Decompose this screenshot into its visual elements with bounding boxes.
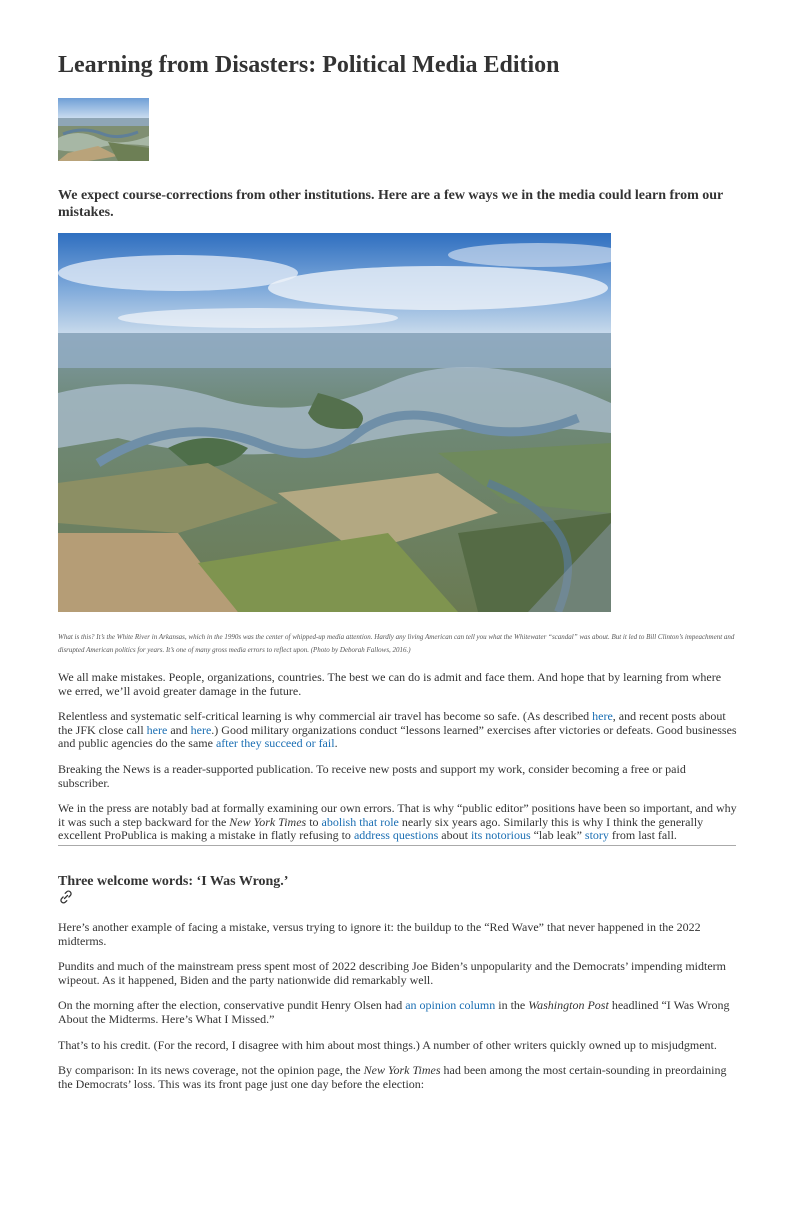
article-body [58, 671, 738, 855]
section-heading: Three welcome words: ‘I Was Wrong.’ [58, 874, 289, 889]
divider [58, 845, 736, 846]
link-icon[interactable] [58, 889, 74, 905]
paragraph: We in the press are notably bad at formally examining our own errors. That is why “public editor” positions have been so important, and why it was such a step backward for the New York Times to abolish that role nearly six years ago. Similarly this is why I think the generally excellent ProPublica is making a mistake in flatly refusing to address questions about its notorious “lab leak” story from last fall. [58, 801, 737, 843]
paragraph: On the morning after the election, conservative pundit Henry Olsen had an opinion column in the Washington Post headlined “I Was Wrong About the Midterms. Here’s What I Missed.” [58, 998, 730, 1026]
paragraph: By comparison: In its news coverage, not the opinion page, the New York Times had been among the most certain-sounding in preordaining the Democrats’ loss. This was its front page just one day before the election: [58, 1063, 727, 1091]
article-title: Learning from Disasters: Political Media Edition [58, 52, 560, 78]
thumbnail-image[interactable] [58, 98, 149, 161]
paragraph: Pundits and much of the mainstream press spent most of 2022 describing Joe Biden’s unpopularity and the Democrats’ impending midterm wipeout. As it happened, Biden and the party nationwide did remarkably well. [58, 959, 726, 987]
paragraph: Relentless and systematic self-critical learning is why commercial air travel has become so safe. (As described here, and recent posts about the JFK close call here and here.) Good military organizations conduct “lessons learned” exercises after victories or defeats. Good businesses and public agencies do the same after they succeed or fail. [58, 709, 737, 751]
inline-link[interactable]: here [592, 709, 613, 724]
paragraph: Here’s another example of facing a mistake, versus trying to ignore it: the buildup to the “Red Wave” that never happened in the 2022 midterms. [58, 920, 701, 948]
inline-link[interactable]: after they succeed or fail [215, 736, 335, 751]
inline-link[interactable]: its notorious [470, 828, 531, 843]
inline-link[interactable]: abolish that role [321, 814, 399, 829]
photo-caption: What is this? It’s the White River in Arkansas, which in the 1990s was the center of whipped-up media attention. Hardly any living American can tell you what the Whitewater “scandal” was about. But it led to Bill Clinton’s impeachment and disrupted American politics for years. It’s one of many gross media errors to reflect upon. (Photo by Deborah Fallows, 2016.) [58, 633, 735, 654]
article-subtitle: We expect course-corrections from other institutions. Here are a few ways we in the media could learn from our mistakes. [58, 188, 724, 220]
inline-link[interactable]: here [190, 722, 212, 737]
paragraph: That’s to his credit. (For the record, I disagree with him about most things.) A number of other writers quickly owned up to misjudgment. [58, 1037, 717, 1052]
hero-photo[interactable] [58, 233, 611, 612]
inline-link[interactable]: story [584, 828, 609, 843]
paragraph: We all make mistakes. People, organizations, countries. The best we can do is admit and face them. And hope that by learning from where we erred, we’ll avoid greater damage in the future. [58, 670, 722, 698]
inline-link[interactable]: here [146, 722, 168, 737]
subscribe-note: Breaking the News is a reader-supported publication. To receive new posts and support my work, consider becoming a free or paid subscriber. [58, 761, 686, 790]
inline-link[interactable]: an opinion column [405, 998, 496, 1013]
inline-link[interactable]: address questions [353, 828, 439, 843]
article-body-section [58, 921, 738, 1103]
